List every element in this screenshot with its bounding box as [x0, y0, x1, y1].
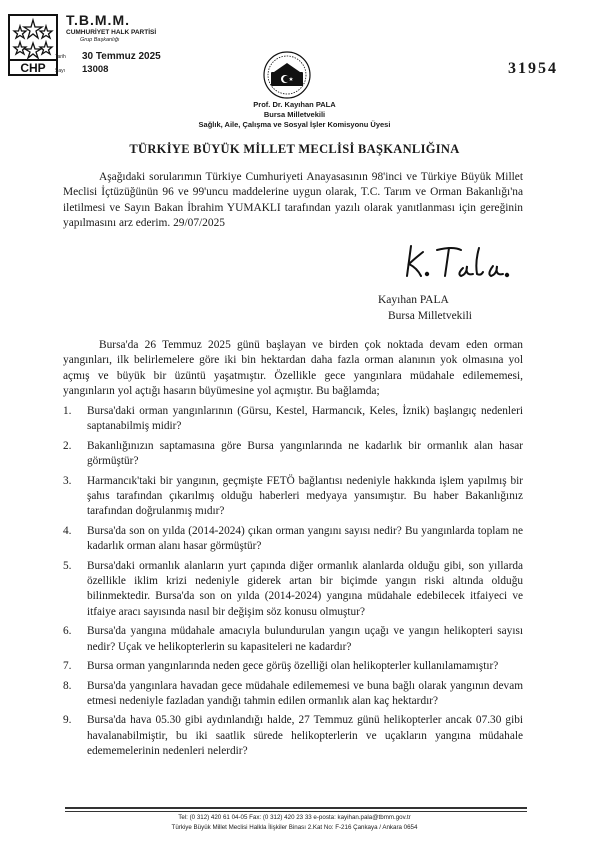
- question-item: [63, 679, 523, 710]
- party-name: CUMHURİYET HALK PARTİSİ: [66, 29, 157, 36]
- footer-contact: Tel: (0 312) 420 61 04-05 Fax: (0 312) 420 23 33 e-posta: kayihan.pala@tbmm.gov.tr: [178, 814, 411, 821]
- question-item: [63, 524, 523, 555]
- question-item: [63, 559, 523, 621]
- question-text: Harmancık'taki bir yangının, geçmişte FETÖ bağlantısı nedeniyle hakkında işlem yapılmış bir şahıs tarafından çıkarılmış olduğu haberleri medyaya yansımıştır. Bu haber Bakanlığınız tarafından doğrulanmış mıdır?: [87, 474, 523, 518]
- footer-divider: [65, 807, 527, 809]
- question-number: 1.: [63, 405, 72, 417]
- document-number: 31954: [508, 60, 558, 77]
- sender-name: Prof. Dr. Kayıhan PALA: [253, 100, 336, 109]
- question-number: 9.: [63, 714, 72, 727]
- question-text: Bursa'da yangınlara havadan gece müdahale edilememesi ve buna bağlı olarak yangının devam etmesi nedeniyle fazladan yandığı tahmin edilen ormanlık alan kaç hektardır?: [87, 679, 523, 707]
- question-item: [63, 474, 523, 520]
- body-paragraph: [63, 338, 523, 400]
- intro-paragraph: [63, 170, 523, 232]
- number-label: Sayı: [55, 68, 66, 74]
- question-item: [63, 713, 523, 759]
- question-number: 4.: [63, 524, 72, 537]
- group-name: Grup Başkanlığı: [80, 37, 120, 43]
- body-text: Bursa'da 26 Temmuz 2025 günü başlayan ve birden çok noktada devam eden orman yangınları, ilk belirlemelere göre iki bin hektardan daha fazla orman alanının yok olmasına yol açmış ve büyük bir üzüntü yaşatmıştır. Özellikle gece yangınlara müdahale edilememesi, yangınların yol açtığı hasarın büyümesine yol açmıştır. Bu bağlamda;: [63, 339, 523, 398]
- footer-divider-thin: [65, 811, 527, 812]
- signatory-title: Bursa Milletvekili: [388, 310, 473, 322]
- question-item: [63, 404, 523, 435]
- question-item: [63, 439, 523, 470]
- handwritten-signature: [403, 240, 513, 282]
- question-text: Bursa'daki orman yangınlarının (Gürsu, Kestel, Harmancık, Keles, İznik) başlangıç nedenleri saptanabilmiş midir?: [87, 405, 523, 433]
- logo-text: CHP: [20, 61, 46, 75]
- chp-party-logo: [8, 14, 58, 76]
- footer-address: Türkiye Büyük Millet Meclisi Halkla İlişkiler Binası 2.Kat No: F-216 Çankaya / Ankara 0654: [171, 824, 418, 831]
- question-text: Bursa'daki ormanlık alanların yurt çapında diğer ormanlık alanlarda olduğu gibi, son yıllarda özellikle iklim krizi nedeniyle giderek artan bir biçimde yangın riski altında olduğu bilinmektedir. Bursa'da son on yılda (2014-2024) yangına müdahale edebilecek itfaiyeci ve itfaiye aracı sayısında nasıl bir değişim söz konusu olmuştur?: [87, 559, 523, 618]
- question-number: 7.: [63, 660, 72, 673]
- question-number: 8.: [63, 679, 72, 692]
- date-label: Tarih: [55, 54, 66, 60]
- sender-committee: Sağlık, Aile, Çalışma ve Sosyal İşler Komisyonu Üyesi: [198, 120, 391, 129]
- question-number: 3.: [63, 474, 72, 487]
- tbmm-emblem-icon: [262, 50, 312, 100]
- sender-title: Bursa Milletvekili: [263, 110, 326, 119]
- question-text: Bursa'da hava 05.30 gibi aydınlandığı halde, 27 Temmuz günü helikopterler ancak 07.30 gibi havalanabilmiştir, bu iki saatlik sürede helikopterlerin ve uçakların yangına müdahale edememelerinin nedenleri nelerdir?: [87, 714, 523, 758]
- question-number: 5.: [63, 559, 72, 572]
- date-value: 30 Temmuz 2025: [82, 51, 161, 62]
- intro-text: Aşağıdaki sorularımın Türkiye Cumhuriyeti Anayasasının 98'inci ve Türkiye Büyük Millet Meclisi İçtüzüğünün 96 ve 99'uncu maddelerine uygun olarak, T.C. Tarım ve Orman Bakanlığı'na iletilmesi ve Sayın Bakan İbrahim YUMAKLI tarafından yazılı olarak yanıtlanması için gereğinin yapılmasını arz ederim. 29/07/2025: [63, 171, 523, 230]
- question-item: [63, 659, 523, 674]
- question-number: 2.: [63, 439, 72, 452]
- question-list: [63, 404, 523, 764]
- number-value: 13008: [82, 64, 109, 75]
- question-text: Bursa'da yangına müdahale amacıyla bulundurulan yangın uçağı ve yangın helikopteri sayısı nedir? Uçak ve helikopterlerin su kapasiteleri ne kadardır?: [87, 625, 523, 653]
- document-title: TÜRKİYE BÜYÜK MİLLET MECLİSİ BAŞKANLIĞINA: [129, 142, 460, 156]
- institution-name: T.B.M.M.: [66, 12, 130, 28]
- question-text: Bursa'da son on yılda (2014-2024) çıkan orman yangını sayısı nedir? Bu yangınlarda toplam ne kadarlık orman alanı hasar görmüştür?: [87, 524, 523, 553]
- question-number: 6.: [63, 625, 72, 638]
- question-item: [63, 624, 523, 655]
- signatory-name: Kayıhan PALA: [378, 294, 449, 306]
- question-text: Bakanlığınızın saptamasına göre Bursa yangınlarında ne kadarlık bir ormanlık alan hasar görmüştür?: [87, 439, 523, 468]
- question-text: Bursa orman yangınlarında neden gece görüş özelliği olan helikopterler kullanılamamıştır?: [87, 660, 499, 673]
